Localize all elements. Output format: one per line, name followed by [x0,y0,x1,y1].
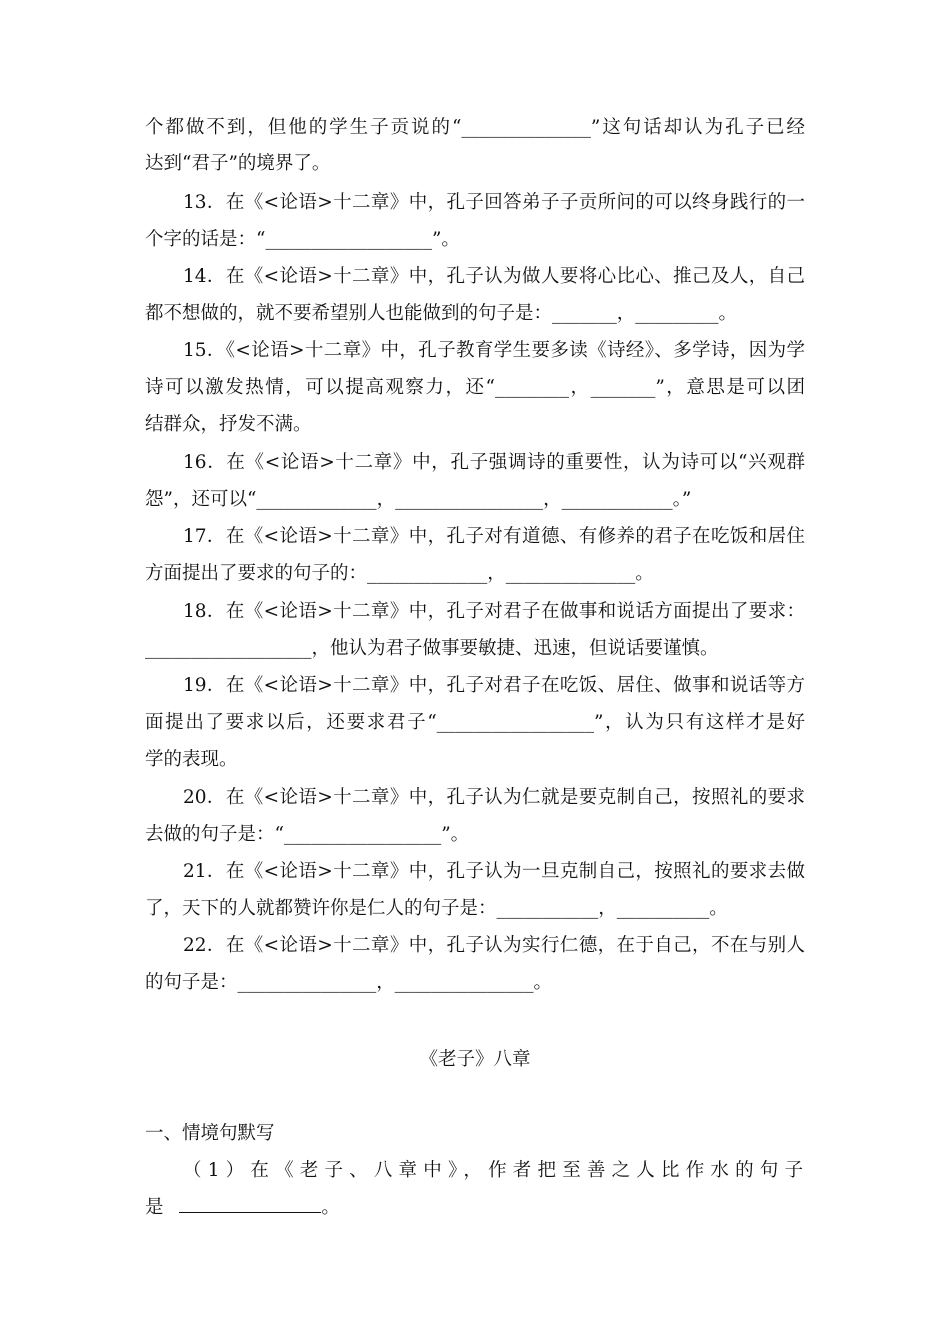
answer-blank[interactable] [179,1196,321,1213]
text-line: 方面提出了要求的句子的：_____________，______________。 [145,563,654,584]
text-line: 了，天下的人就都赞许你是仁人的句子是：___________，__________。 [145,898,728,919]
text-line: 的句子是：_______________，_______________。 [145,972,553,993]
question-17: 17．在《<论语>十二章》中，孔子对有道德、有修养的君子在吃饭和居住 [183,526,805,547]
text-line: 怨”，还可以“_____________，________________，____________。” [145,489,692,510]
text-line: 诗可以激发热情，可以提高观察力，还“________，_______”，意思是可以团 [145,377,805,398]
text-line: __________________，他认为君子做事要敏捷、迅速，但说话要谨慎。 [145,638,719,659]
question-18: 18．在《<论语>十二章》中，孔子对君子在做事和说话方面提出了要求： [183,601,805,622]
text-line: 个字的话是：“__________________”。 [145,229,460,250]
subsection-heading: 一、情境句默写 [145,1123,275,1144]
text-line: 学的表现。 [145,749,238,770]
question-15: 15．《<论语>十二章》中，孔子教育学生要多读《诗经》、多学诗，因为学 [183,340,805,361]
section-title: 《老子》八章 [419,1049,531,1070]
answer-suffix: 。 [321,1197,340,1218]
question-13: 13．在《<论语>十二章》中，孔子回答弟子子贡所问的可以终身践行的一 [183,192,805,213]
question-16: 16．在《<论语>十二章》中，孔子强调诗的重要性，认为诗可以“兴观群 [183,452,805,473]
text-line: 面提出了要求以后，还要求君子“_________________”，认为只有这样才是好 [145,712,805,733]
text-line [145,1196,340,1220]
question-1: （1）在《老子、八章中》，作者把至善之人比作水的句子 [183,1160,805,1181]
question-21: 21．在《<论语>十二章》中，孔子认为一旦克制自己，按照礼的要求去做 [183,861,805,882]
text-line: 达到“君子”的境界了。 [145,153,331,174]
text-line: 都不想做的，就不要希望别人也能做到的句子是：_______，_________。 [145,303,738,324]
question-22: 22．在《<论语>十二章》中，孔子认为实行仁德，在于自己，不在与别人 [183,935,805,956]
question-20: 20．在《<论语>十二章》中，孔子认为仁就是要克制自己，按照礼的要求 [183,787,805,808]
text-line: 去做的句子是：“_________________”。 [145,824,470,845]
text-line: 结群众，抒发不满。 [145,414,312,435]
answer-prefix: 是 [145,1197,164,1218]
question-19: 19．在《<论语>十二章》中，孔子对君子在吃饭、居住、做事和说话等方 [183,675,805,696]
text-line: 个都做不到，但他的学生子贡说的“______________”这句话却认为孔子已经 [145,117,805,138]
question-14: 14．在《<论语>十二章》中，孔子认为做人要将心比心、推己及人，自己 [183,266,805,287]
